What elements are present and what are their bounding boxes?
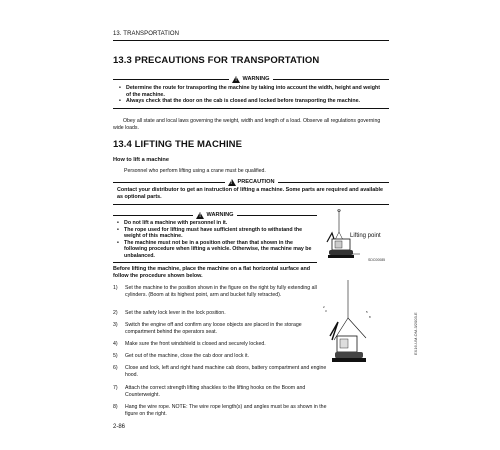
warning-triangle-icon (196, 212, 204, 219)
intro-text: Personnel who perform lifting using a crane must be qualified. (124, 168, 266, 174)
before-lifting-text: Before lifting the machine, place the machine on a flat horizontal surface and follow the procedure shown below. (113, 266, 311, 279)
warning-bullet: • The rope used for lifting must have sufficient strength to withstand the weight of this machine. (117, 227, 313, 240)
svg-text:8: 8 (369, 315, 371, 319)
running-header: 13. TRANSPORTATION (113, 31, 180, 37)
section-13-4-title: 13.4 LIFTING THE MACHINE (113, 139, 243, 150)
warning-header-13-3 (113, 75, 389, 83)
step-item: 3) Switch the engine off and confirm any loose objects are placed in the storage compartment behind the operators seat. (113, 322, 302, 335)
warning-box-13-4 (113, 220, 317, 263)
header-rule (113, 40, 389, 41)
warning-box-13-3 (113, 84, 389, 109)
subhead-how-to-lift: How to lift a machine (113, 157, 169, 163)
warning-triangle-icon (232, 76, 240, 83)
svg-text:5: 5 (366, 310, 368, 314)
warning-bullet: • Determine the route for transporting the machine by taking into account the width, height and weight of the machine. (119, 85, 383, 98)
warning-bullet: • Always check that the door on the cab is closed and locked before transporting the machine. (119, 98, 383, 105)
step-item: 4) Make sure the front windshield is closed and securely locked. (113, 341, 266, 347)
laws-paragraph: Obey all state and local laws governing the weight, width and length of a load. Observe all regulations governing wide loads. (113, 118, 381, 132)
step-item: 7) Attach the correct strength lifting shackles to the lifting hooks on the Boom and Counterweight. (113, 385, 306, 398)
precaution-box (113, 187, 389, 205)
precaution-text: Contact your distributor to get an instruction of lifting a machine. Some parts are required and available as optional parts. (117, 187, 383, 200)
warning-bullet: • The machine must not be in a position other than that shown in the following procedure when lifting a vehicle. Otherwise, the machine may be unbalanced. (117, 240, 313, 260)
figure-code: SDC00085 (368, 258, 386, 262)
warning-header-13-4 (113, 211, 317, 219)
warning-label: WARNING (206, 212, 234, 218)
step-item: 5) Get out of the machine, close the cab door and lock it. (113, 353, 249, 359)
warning-label: WARNING (242, 76, 270, 82)
page-number: 2-86 (113, 424, 126, 430)
step-item: 6) Close and lock, left and right hand machine cab doors, battery compartment and engine hood. (113, 365, 327, 378)
warning-triangle-icon (228, 179, 236, 186)
section-13-3-title: 13.3 PRECAUTIONS FOR TRANSPORTATION (113, 55, 320, 66)
step-item: 1) Set the machine to the position shown in the figure on the right by fully extending all cylinders. (Boom at its highest point, arm and bucket fully retracted). (113, 285, 317, 298)
precaution-header (113, 178, 389, 186)
lifting-point-label: Lifting point (350, 233, 381, 239)
vertical-document-code: EX16-UM-OM-3/2003-E (413, 312, 418, 355)
svg-text:3: 3 (325, 309, 327, 313)
precaution-label: PRECAUTION (237, 179, 275, 185)
step-item: 2) Set the safety lock lever in the lock position. (113, 310, 226, 316)
svg-text:2: 2 (323, 305, 325, 309)
step-item: 8) Hang the wire rope. NOTE: The wire rope length(s) and angles must be as shown in the figure on the right. (113, 404, 327, 417)
warning-bullet: • Do not lift a machine with personnel in it. (117, 220, 313, 227)
